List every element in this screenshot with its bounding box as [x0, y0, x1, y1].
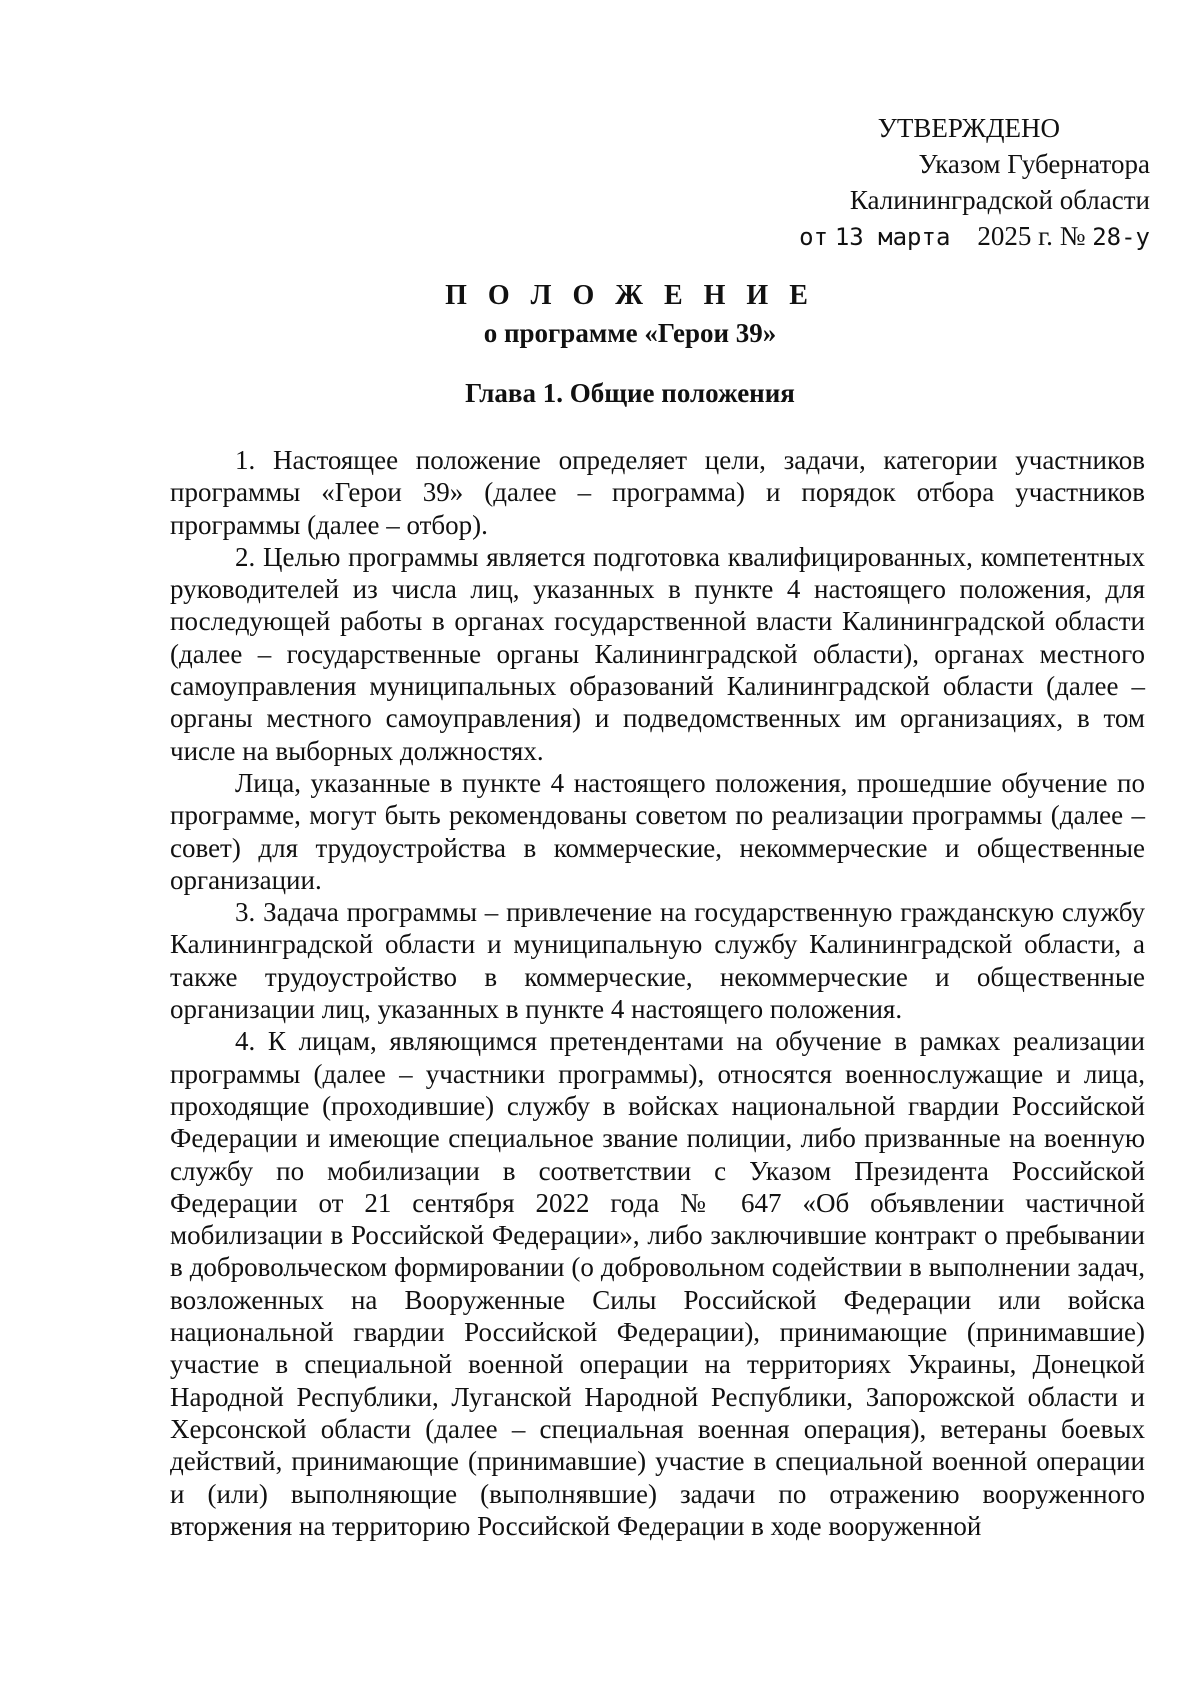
approval-heading: УТВЕРЖДЕНО [877, 113, 1060, 143]
title-block [0, 277, 1200, 351]
approval-line-region: Калининградской области [849, 185, 1150, 215]
number-sign: № [1059, 221, 1086, 251]
approval-line-decree: Указом Губернатора [918, 149, 1150, 179]
paragraph-1: 1. Настоящее положение определяет цели, задачи, категории участников программы «Герои 39» (далее – программа) и порядок отбора участников программы (далее – отбор). [170, 445, 1145, 540]
document-title: П О Л О Ж Е Н И Е [445, 280, 815, 311]
document-body [170, 444, 1145, 1542]
paragraph-4: 4. К лицам, являющимся претендентами на обучение в рамках реализации программы (далее – участники программы), относятся военнослужащие и лица, проходящие (проходившие) службу в войсках национальной гвардии Российской Федерации и имеющие специальное звание полиции, либо призванные на военную службу по мобилизации в соответствии с Указом Президента Российской Федерации от 21 сентября 2022 года № 647 «Об объявлении частичной мобилизации в Российской Федерации», либо заключившие контракт о пребывании в добровольческом формировании (о добровольном содействии в выполнении задач, возложенных на Вооруженные Силы Российской Федерации или войска национальной гвардии Российской Федерации), принимающие (принимавшие) участие в специальной военной операции на территориях Украины, Донецкой Народной Республики, Луганской Народной Республики, Запорожской области и Херсонской области (далее – специальная военная операция), ветераны боевых действий, принимающие (принимавшие) участие в специальной военной операции и (или) выполняющие (выполнявшие) задачи по отражению вооруженного вторжения на территорию Российской Федерации в ходе вооруженной [170, 1026, 1145, 1541]
approval-date-line [690, 218, 1150, 255]
paragraph-3: 3. Задача программы – привлечение на государственную гражданскую службу Калининградской области и муниципальную службу Калининградской области, а также трудоустройство в коммерческие, некоммерческие и общественные организации лиц, указанных в пункте 4 настоящего положения. [170, 897, 1145, 1025]
date-value: 13 марта [834, 223, 951, 251]
decree-number: 28-у [1092, 223, 1150, 251]
paragraph-2-continued: Лица, указанные в пункте 4 настоящего положения, прошедшие обучение по программе, могут быть рекомендованы советом по реализации программы (далее – совет) для трудоустройства в коммерческие, некоммерческие и общественные организации. [170, 767, 1145, 895]
chapter-heading: Глава 1. Общие положения [465, 378, 795, 408]
date-prefix: от [799, 223, 829, 251]
date-year: 2025 г. [977, 221, 1053, 251]
approval-stamp [690, 110, 1150, 255]
document-subtitle: о программе «Герои 39» [483, 318, 777, 348]
paragraph-2: 2. Целью программы является подготовка квалифицированных, компетентных руководителей из числа лиц, указанных в пункте 4 настоящего положения, для последующей работы в органах государственной власти Калининградской области (далее – государственные органы Калининградской области), органах местного самоуправления муниципальных образований Калининградской области (далее – органы местного самоуправления) и подведомственных им организациях, в том числе на выборных должностях. [170, 541, 1145, 766]
